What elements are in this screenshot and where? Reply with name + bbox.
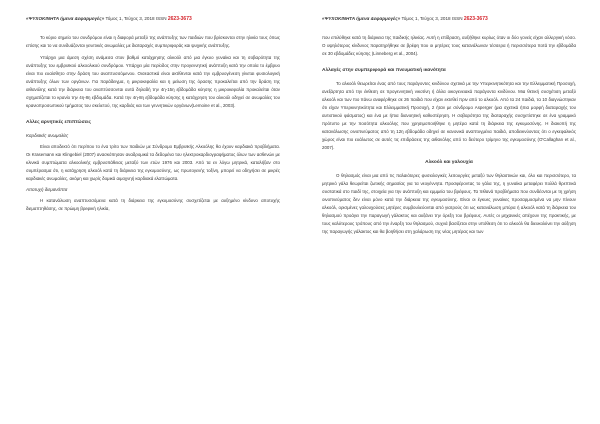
issn-number: 2623-3673 — [167, 16, 192, 22]
paragraph: Υπάρχει μια άμεση σχέση ανάμεσα στον βαθμό κατάχρησης αλκοόλ από μια έγκυο γυναίκα και τη σοβαρότητα της ανάπτυξης του εμβρυϊκού αλκοολικού συνδρόμου. Υπάρχει μία περίοδος στην προγεννητική ανάπτυξη κατά την οποία το έμβρυο είναι πιο ευαίσθητο στην δράση του αναπτυσσόμενου. Οισεαστικά είναι ακτίθενται κατά την εμβρυογένεση γίνεται φυσιολογική ανάπτυξης όλων των οργάνων. Για παράδειγμα, η μικροκεφαλία και η μείωση της όρασης προκαλείται από την δράση της αιθανόλης κατά την διάρκεια του αναπτύσσονται αυτά δηλαδή την 4η-15η εβδομάδα κύησης η μικροκεφαλία προκαλείται όταν σχηματίζεται το κρανίο την 4η-8η εβδομάδα. Κατά την 4η-8η εβδομάδα κύησης η κατάχρηση του αλκοόλ οδηγεί σε ανωμαλίες του κρανιοπροσωπικού τμήματος του σκελετού, της καρδιάς και των γεννητικών οργάνων(Lemoine et al., 2003). — [26, 55, 280, 108]
journal-title: «ΨΥΧΟΚΙΝΗΤΑ ήμενα &εφαρμογές» — [26, 16, 105, 21]
right-page — [300, 0, 600, 424]
subsection-heading: Καρδιακές ανωμαλίες — [26, 133, 69, 138]
page-header — [322, 16, 576, 22]
issn-label: ISSN — [155, 16, 167, 21]
paragraph: που επιλύθηκε κατά τη διάρκεια της παιδικής ηλικίας. Αυτή η επίδραση, αυξήθηκε κυρίως όταν οι δύο γονείς είχαν αλλεργική νόσο. Ο υψηλότερος κίνδυνος παρατηρήθηκε σε βρέφη που οι μητέρες τους κατανάλωναν τέσσερα ή περισσότερα ποτά την εβδομάδα σε 30 εβδομάδες κύησης (Linneberg et al., 2004). — [322, 35, 576, 56]
journal-title: «ΨΥΧΟΚΙΝΗΤΑ ήμενα &εφαρμογές» — [322, 16, 401, 21]
issn-label: ISSN — [451, 16, 463, 21]
paragraph: Το αλκοόλ θεωρείται ένας από τους παράγοντες κινδύνου σχετικά με την Υπερκινητικότητα και την Ελλειμματική Προσοχή, ανεξάρτητα από την έκθεση σε προγεννητική νικοτίνη ή άλλα οικογενειακά παράγοντα κινδύνου. Μια θετική συσχέτιση μεταξύ αλκοόλ και των πιο πάνω αναφέρθηκε σε 26 παιδιά που είχαν εκτεθεί πριν από το αλκοόλ. Από τα 24 παιδιά, τα 10 διαγνώστηκαν ότι είχαν Υπερκινητικότητα και Ελλειμματική Προσοχή, 2 ήταν με σύνδρομο Asperger (μια σχετικά ήπια μορφή διαταραχής του αυτιστικού φάσματος) και ένα με ήπια διανοητική καθυστέρηση. Η σοβαρότητα της διαταραχής συσχετίστηκε σε ένα γραμμικό πρότυπο με την ποσότητα αλκοόλης που χρησιμοποιήθηκε η μητέρα κατά τη διάρκεια της εγκυμοσύνης. Η διακοπή της κατανάλωσης οινοπνεύματος από τη 12η εβδομάδα οδηγεί σε κανονικά αναπτυγμένα παιδιά, αποδεικνύοντας ότι ο εγκεφαλικός χώρος είναι πιο ευάλωτος σε αυτές τις επιδράσεις της αιθανόλης από το δεύτερο τρίμηνο της εγκυμοσύνης (O'Callaghan et al., 2007). — [322, 81, 576, 150]
issn-number: 2623-3673 — [463, 16, 488, 22]
page-header — [26, 16, 280, 22]
volume-info: Τόμος 1, Τεύχος 3, 2018 — [105, 16, 155, 21]
paragraph: Ο θηλασμός είναι μια από τις παλαιότερες φυσιολογικές λειτουργίες μεταξύ των θηλαστικών και, όλο και περισσότερο, τα μητρικό γάλα θεωρείται ζωτικής σημασίας για τα νεογέννητα. Προσφέροντας το γάλα της, η γυναίκα μεταφέρει πολλά θρεπτικά συστατικά στο παιδί της, στοιχεία για την ανάπτυξη και εμμμεία του βρέφους. Τα πιθανά προβλήματα που συνδέονται με τη χρήση οινοπνεύματος δεν είναι μόνο κατά την διάρκεια της εγκυμοσύνης. Είναι οι έγκυες γυναίκες προσαρμοσμένα να μην πίνουν αλκοόλ, ορισμένες γαλουχούσες μητέρες συμβουλεύονται από γιατρούς ότι ως κατανάλωση μπύρα ή αλκοόλ κατά τη διάρκεια του θηλασμού προάγει την παραγωγή γάλακτος και αυξάνει την όρεξη του βρέφους. Αυτές οι μηχανικές απέχουν της πρακτικής, με τους καλύτερους τρόπους από την έναρξη του θηλασμού, συχνά βασίζεται στην υπόθεση ότι το αλκοόλ θα διευκολύνει την αύξηση της παραγωγής γάλακτος και θα βοηθήσει στη χαλάρωση της νέας μητέρας και των — [322, 173, 576, 234]
section-heading: Αλλες αρνητικές επιπτώσεις — [26, 120, 91, 125]
section-heading: Αλλαγές στην συμπεριφορά και πνευματική ικανότητα — [322, 68, 446, 73]
paragraph: Είναι αποδεκτό ότι περίπου το ένα τρίτο των παιδιών με Σύνδρομο Εμβρυϊκής Αλκοόλης θα έχουν καρδιακά προβλήματα. Οι Krasemann και Klingebiel (2007) ανασκόπησαν αναδρομικά τα δεδομένα του ηλεκτροκαρδιογραφήματος όλων των ασθενών με κλινικά συμπτώματα αλκοολικής εμβρυοπάθειας μεταξύ των ετών 1976 και 2003. Από τα εν λόγω μητρικά, καταλήξαν στο συμπέρασμα ότι, η κατάχρηση αλκοόλ κατά τη διάρκεια της εγκυμοσύνης, ως πρωτογενής τοξίνη, μπορεί να οδηγήσει σε μικρές καρδιακές ανωμαλίες, ακόμη και χωρίς δομικά αιμοχνηή καρδιακά ελαττώματα. — [26, 144, 280, 181]
section-heading: Αλκοόλ και γαλουχία — [425, 160, 473, 165]
volume-info: Τόμος 1, Τεύχος 3, 2018 — [401, 16, 451, 21]
subsection-heading: Αποτυχή διεμανάπτα — [26, 187, 68, 192]
paragraph: Η κατανάλωση αναπτυσσόμενα κατά τη διάρκεια της εγκυμοσύνης συσχετίζεται με αυξημένο κίνδυνο αποτυχής διεμαπτηθάσης, σε πρώιμη βρεφική ηλικία, — [26, 198, 280, 211]
paragraph: Το κύριο σημείο του συνδρόμου είναι η διαφορά μεταξύ της ανάπτυξης των παιδιών που βρίσκονται στην ηλικία τους όπως επίσης και το να συνδυάζονται γενετικές ανωμαλίες με διαταραχές συμπεριφοράς και ψυχικής ανάπτυξης. — [26, 35, 280, 48]
